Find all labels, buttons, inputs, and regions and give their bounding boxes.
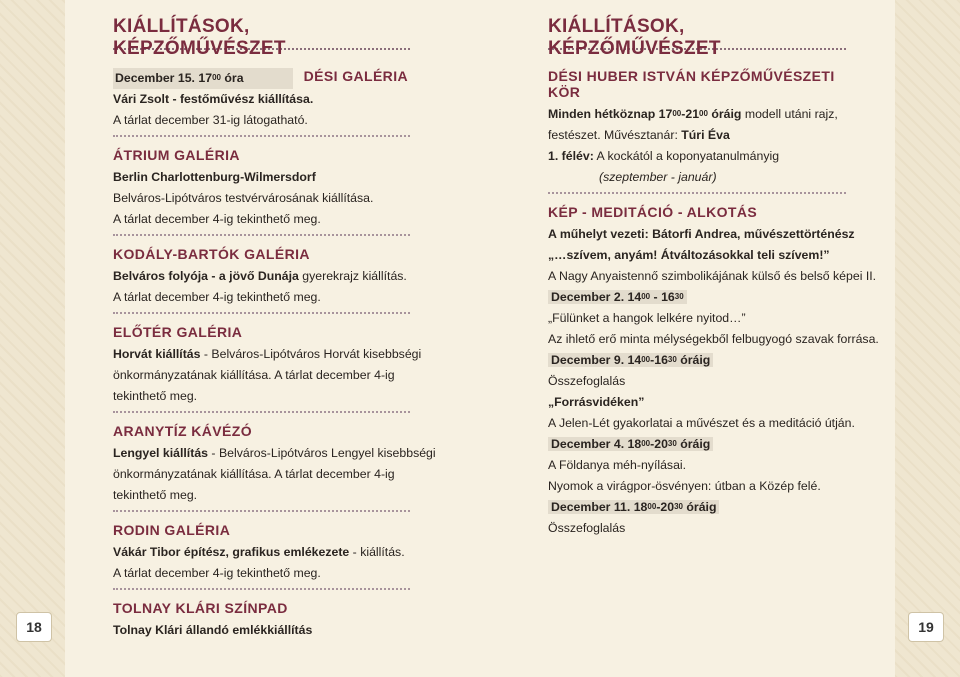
rodin-line1: Vákár Tibor építész, grafikus emlékezete - kiállítás. xyxy=(113,545,405,559)
page-number-left: 18 xyxy=(16,612,52,642)
kor-heading: DÉSI HUBER ISTVÁN KÉPZŐMŰVÉSZETI KÖR xyxy=(548,68,835,100)
kor-line1: Minden hétköznap $17^{00}-21^{00}$ óráig modell utáni rajz, xyxy=(548,107,838,121)
left-page xyxy=(113,0,436,677)
eloter-line3: tekinthető meg. xyxy=(113,389,198,403)
kep-line1: A műhelyt vezeti: Bátorfi Andrea, művészettörténész xyxy=(548,227,855,241)
kep-date4: December 11. $18^{00}-20^{30}$ óráig xyxy=(548,497,846,518)
atrium-line2: Belváros-Lipótváros testvérvárosának kiállítása. xyxy=(113,191,374,205)
kep-line4: „Fülünket a hangok lelkére nyitod…” xyxy=(548,311,746,325)
aranytiz-line2: önkormányzatának kiállítása. A tárlat december 4-ig xyxy=(113,467,395,481)
kep-date1: December 2. $14^{00} - 16^{30}$ xyxy=(548,287,846,308)
divider xyxy=(113,234,410,236)
kep-line2: „…szívem, anyám! Átváltozásokkal teli szívem!” xyxy=(548,248,830,262)
divider xyxy=(113,588,410,590)
kep-line9: A Földanya méh-nyílásai. xyxy=(548,458,687,472)
desi-line2: A tárlat december 31-ig látogatható. xyxy=(113,113,308,127)
kep-line3: A Nagy Anyaistennő szimbolikájának külső és belső képei II. xyxy=(548,269,877,283)
kep-line6: Összefoglalás xyxy=(548,374,626,388)
right-page xyxy=(548,0,879,677)
eloter-heading: ELŐTÉR GALÉRIA xyxy=(113,324,243,340)
right-margin xyxy=(895,0,960,677)
kep-line5: Az ihlető erő minta mélységekből felbugyogó szavak forrása. xyxy=(548,332,879,346)
eloter-line1: Horvát kiállítás - Belváros-Lipótváros Horvát kisebbségi xyxy=(113,347,422,361)
desi-date-row xyxy=(113,68,410,89)
desi-line1: Vári Zsolt - festőművész kiállítása. xyxy=(113,92,314,106)
kodaly-line2: A tárlat december 4-ig tekinthető meg. xyxy=(113,290,321,304)
kor-line4: (szeptember - január) xyxy=(599,170,717,184)
page-number-right: 19 xyxy=(908,612,944,642)
eloter-line2: önkormányzatának kiállítása. A tárlat december 4-ig xyxy=(113,368,395,382)
kep-line7: „Forrásvidéken” xyxy=(548,395,645,409)
kep-line8: A Jelen-Lét gyakorlatai a művészet és a meditáció útján. xyxy=(548,416,855,430)
aranytiz-line1: Lengyel kiállítás - Belváros-Lipótváros Lengyel kisebbségi xyxy=(113,446,436,460)
kodaly-line1: Belváros folyója - a jövő Dunája gyerekrajz kiállítás. xyxy=(113,269,407,283)
kep-line10: Nyomok a virágpor-ösvényen: útban a Közép felé. xyxy=(548,479,821,493)
aranytiz-line3: tekinthető meg. xyxy=(113,488,198,502)
right-page-title: KIÁLLÍTÁSOK, KÉPZŐMŰVÉSZET xyxy=(548,16,846,50)
left-page-title: KIÁLLÍTÁSOK, KÉPZŐMŰVÉSZET xyxy=(113,16,410,50)
divider xyxy=(113,510,410,512)
aranytiz-heading: ARANYTÍZ KÁVÉZÓ xyxy=(113,423,252,439)
kep-date2: December 9. $14^{00}-16^{30}$ óráig xyxy=(548,350,846,371)
rodin-heading: RODIN GALÉRIA xyxy=(113,522,231,538)
tolnay-heading: TOLNAY KLÁRI SZÍNPAD xyxy=(113,600,288,616)
kep-line11: Összefoglalás xyxy=(548,521,626,535)
kor-line2: festészet. Művésztanár: Túri Éva xyxy=(548,128,730,142)
divider xyxy=(113,135,410,137)
divider xyxy=(113,312,410,314)
desi-date: December 15. $17^{00}$ óra xyxy=(113,68,293,89)
divider xyxy=(113,411,410,413)
left-margin xyxy=(0,0,65,677)
divider xyxy=(548,192,846,194)
atrium-heading: ÁTRIUM GALÉRIA xyxy=(113,147,240,163)
kor-line3: 1. félév: A kockától a koponyatanulmányig xyxy=(548,149,780,163)
rodin-line2: A tárlat december 4-ig tekinthető meg. xyxy=(113,566,321,580)
kodaly-heading: KODÁLY-BARTÓK GALÉRIA xyxy=(113,246,310,262)
atrium-line3: A tárlat december 4-ig tekinthető meg. xyxy=(113,212,321,226)
atrium-line1: Berlin Charlottenburg-Wilmersdorf xyxy=(113,170,316,184)
kep-heading: KÉP - MEDITÁCIÓ - ALKOTÁS xyxy=(548,204,758,220)
kep-date3: December 4. $18^{00}-20^{30}$ óráig xyxy=(548,434,846,455)
tolnay-line1: Tolnay Klári állandó emlékkiállítás xyxy=(113,623,313,637)
desi-venue: DÉSI GALÉRIA xyxy=(303,68,408,84)
